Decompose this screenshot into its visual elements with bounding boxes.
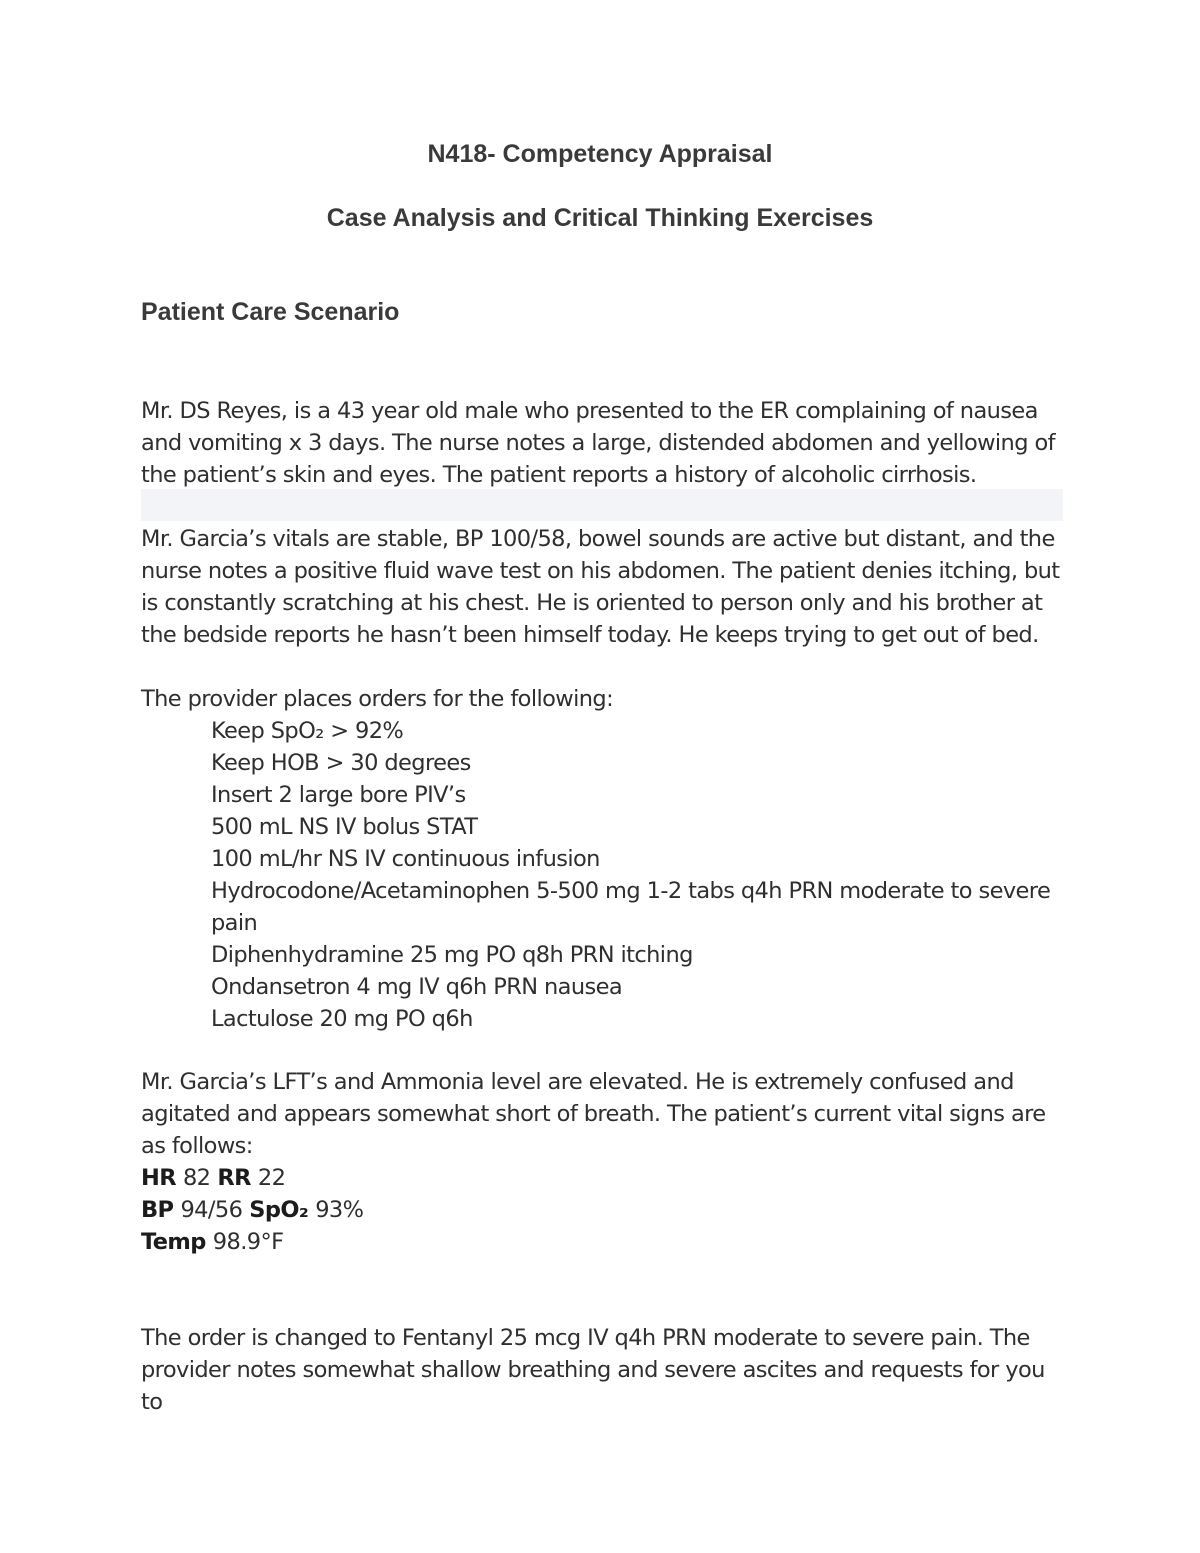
hr-value: 82 xyxy=(182,1165,211,1191)
scenario-paragraph-labs: Mr. Garcia’s LFT’s and Ammonia level are elevated. He is extremely confused and agitated and appears somewhat short of breath. The patient’s current vital signs are as follows: xyxy=(141,1069,1046,1159)
document-subtitle: Case Analysis and Critical Thinking Exercises xyxy=(326,204,874,232)
scenario-paragraph-assessment: Mr. Garcia’s vitals are stable, BP 100/58, bowel sounds are active but distant, and the nurse notes a positive fluid wave test on his abdomen. The patient denies itching, but is constantly scratching at his chest. He is oriented to person only and his brother at the bedside reports he hasn’t been himself today. He keeps trying to get out of bed. xyxy=(141,526,1060,648)
order-item: Insert 2 large bore PIV’s xyxy=(211,782,466,808)
document-title: N418- Competency Appraisal xyxy=(427,140,773,168)
section-heading: Patient Care Scenario xyxy=(141,298,400,326)
scenario-paragraph-order-change: The order is changed to Fentanyl 25 mcg IV q4h PRN moderate to severe pain. The provider notes somewhat shallow breathing and severe ascites and requests for you to xyxy=(141,1325,1045,1415)
rr-value: 22 xyxy=(257,1165,286,1191)
vitals-row-bp-spo2 xyxy=(141,1194,363,1226)
order-item: Keep HOB > 30 degrees xyxy=(211,750,471,776)
order-item: Hydrocodone/Acetaminophen 5-500 mg 1-2 tabs q4h PRN moderate to severe pain xyxy=(211,878,1051,936)
temp-value: 98.9°F xyxy=(212,1229,284,1255)
hr-label: HR xyxy=(141,1165,176,1191)
bp-value: 94/56 xyxy=(180,1197,243,1223)
order-item: Ondansetron 4 mg IV q6h PRN nausea xyxy=(211,974,623,1000)
spo2-value: 93% xyxy=(315,1197,364,1223)
highlight-band xyxy=(141,489,1063,521)
spo2-label: SpO₂ xyxy=(249,1197,309,1223)
order-item: 100 mL/hr NS IV continuous infusion xyxy=(211,846,600,872)
rr-label: RR xyxy=(217,1165,251,1191)
vital-signs xyxy=(141,1162,363,1258)
temp-label: Temp xyxy=(141,1229,206,1255)
bp-label: BP xyxy=(141,1197,174,1223)
orders-list xyxy=(211,715,1071,1035)
vitals-row-hr-rr xyxy=(141,1162,363,1194)
order-item: Lactulose 20 mg PO q6h xyxy=(211,1006,473,1032)
order-item: 500 mL NS IV bolus STAT xyxy=(211,814,478,840)
order-item: Diphenhydramine 25 mg PO q8h PRN itching xyxy=(211,942,693,968)
order-item: Keep SpO₂ > 92% xyxy=(211,718,404,744)
scenario-paragraph-intro: Mr. DS Reyes, is a 43 year old male who presented to the ER complaining of nausea and vomiting x 3 days. The nurse notes a large, distended abdomen and yellowing of the patient’s skin and eyes. The patient reports a history of alcoholic cirrhosis. xyxy=(141,398,1055,488)
orders-intro: The provider places orders for the following: xyxy=(141,686,614,712)
vitals-row-temp xyxy=(141,1226,363,1258)
